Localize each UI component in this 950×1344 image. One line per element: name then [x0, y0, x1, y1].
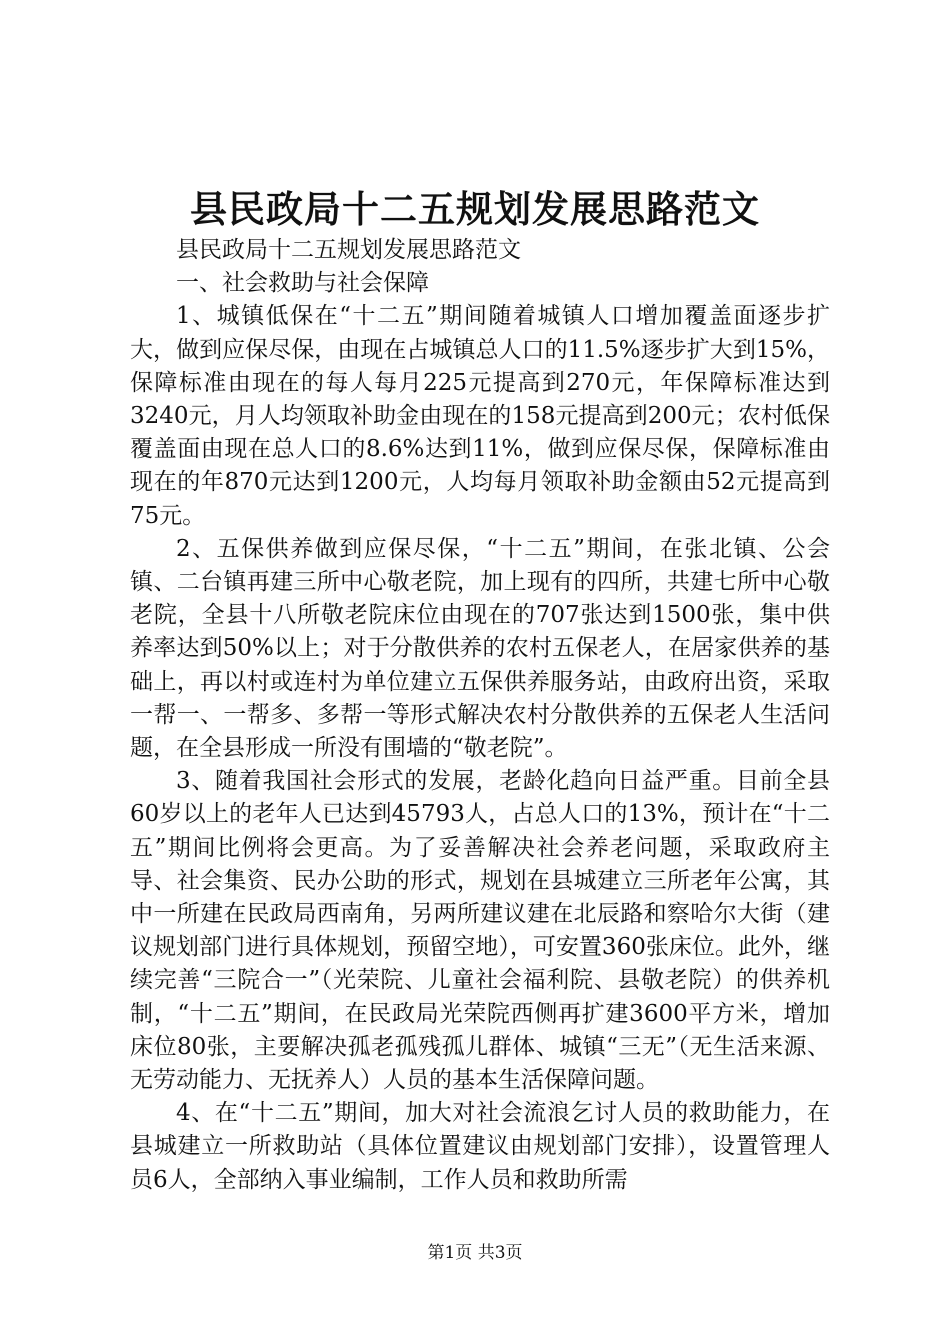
page-number-footer: 第1页 共3页 — [427, 1243, 523, 1263]
paragraph-1: 1、城镇低保在“十二五”期间随着城镇人口增加覆盖面逐步扩大，做到应保尽保，由现在占城镇总人口的11.5%逐步扩大到15%，保障标准由现在的每人每月225元提高到270元，年保障标准达到3240元，月人均领取补助金由现在的158元提高到200元；农村低保覆盖面由现在总人口的8.6%达到11%，做到应保尽保，保障标准由现在的年870元达到1200元，人均每月领取补助金额由52元提高到75元。 — [130, 303, 830, 529]
paragraph-4: 4、在“十二五”期间，加大对社会流浪乞讨人员的救助能力，在县城建立一所救助站（具体位置建议由规划部门安排），设置管理人员6人，全部纳入事业编制，工作人员和救助所需 — [130, 1100, 830, 1193]
document-title: 县民政局十二五规划发展思路范文 — [190, 187, 760, 231]
paragraph-2: 2、五保供养做到应保尽保，“十二五”期间，在张北镇、公会镇、二台镇再建三所中心敬老院，加上现有的四所，共建七所中心敬老院，全县十八所敬老院床位由现在的707张达到1500张，集中供养率达到50%以上；对于分散供养的农村五保老人，在居家供养的基础上，再以村或连村为单位建立五保供养服务站，由政府出资，采取一帮一、一帮多、多帮一等形式解决农村分散供养的五保老人生活问题，在全县形成一所没有围墙的“敬老院”。 — [130, 535, 830, 762]
paragraph-3: 3、随着我国社会形式的发展，老龄化趋向日益严重。目前全县60岁以上的老年人已达到45793人，占总人口的13%，预计在“十二五”期间比例将会更高。为了妥善解决社会养老问题，采取政府主导、社会集资、民办公助的形式，规划在县城建立三所老年公寓，其中一所建在民政局西南角，另两所建议建在北辰路和察哈尔大街（建议规划部门进行具体规划，预留空地），可安置360张床位。此外，继续完善“三院合一”（光荣院、儿童社会福利院、县敬老院）的供养机制，“十二五”期间，在民政局光荣院西侧再扩建3600平方米，增加床位80张，主要解决孤老孤残孤儿群体、城镇“三无”（无生活来源、无劳动能力、无抚养人）人员的基本生活保障问题。 — [130, 768, 830, 1094]
section-heading: 一、社会救助与社会保障 — [176, 270, 429, 297]
paragraph-subtitle: 县民政局十二五规划发展思路范文 — [176, 237, 521, 263]
document-body — [130, 234, 830, 1197]
